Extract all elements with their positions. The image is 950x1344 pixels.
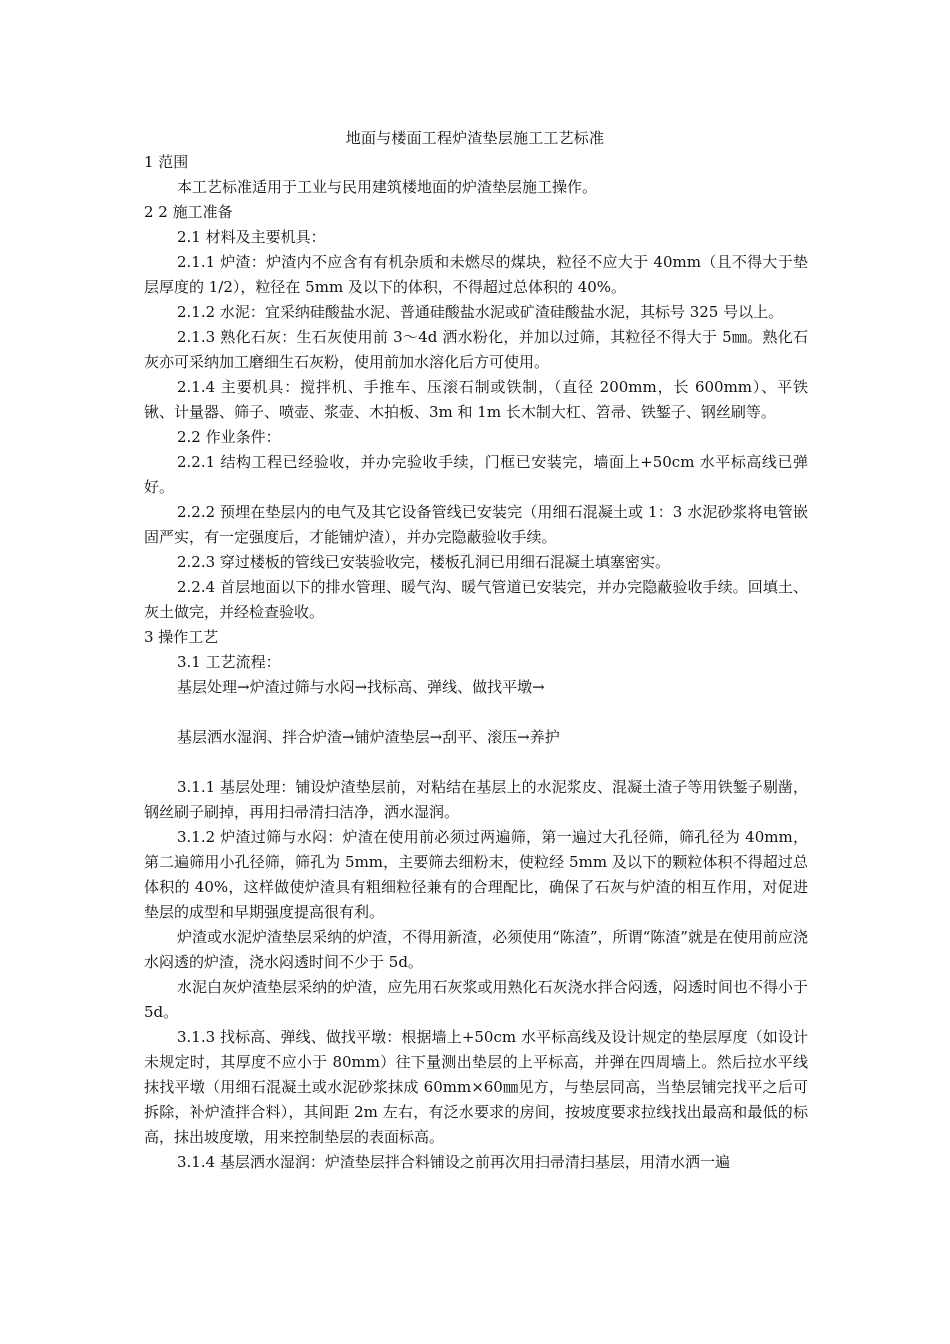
- paragraph: 2.1.3 熟化石灰：生石灰使用前 3～4d 洒水粉化，并加以过筛，其粒径不得大于 5㎜。熟化石灰亦可采纳加工磨细生石灰粉，使用前加水溶化后方可使用。: [144, 328, 808, 371]
- paragraph: 3.1.3 找标高、弹线、做找平墩：根据墙上+50cm 水平标高线及设计规定的垫层厚度（如设计未规定时，其厚度不应小于 80mm）往下量测出垫层的上平标高，并弹在四周墙上。然后拉水平线抹找平墩（用细石混凝土或水泥砂浆抹成 60mm×60㎜见方，与垫层同高，当垫层铺完找平之后可拆除，补炉渣拌合料），其间距 2m 左右，有泛水要求的房间，按坡度要求拉线找出最高和最低的标高，抹出坡度墩，用来控制垫层的表面标高。: [144, 1028, 808, 1146]
- section-heading: 1 范围: [144, 153, 189, 171]
- paragraph: 本工艺标准适用于工业与民用建筑楼地面的炉渣垫层施工操作。: [177, 178, 598, 196]
- paragraph: 基层洒水湿润、拌合炉渣→铺炉渣垫层→刮平、滚压→养护: [177, 728, 560, 746]
- paragraph: 基层处理→炉渣过筛与水闷→找标高、弹线、做找平墩→: [177, 678, 545, 696]
- paragraph: 水泥白灰炉渣垫层采纳的炉渣，应先用石灰浆或用熟化石灰浇水拌合闷透，闷透时间也不得小于 5d。: [144, 978, 808, 1021]
- paragraph: 2.1.2 水泥：宜采纳硅酸盐水泥、普通硅酸盐水泥或矿渣硅酸盐水泥，其标号 325 号以上。: [177, 303, 784, 321]
- document-title: 地面与楼面工程炉渣垫层施工工艺标准: [345, 129, 605, 147]
- paragraph: 2.2 作业条件：: [177, 428, 281, 446]
- blank-line: [144, 700, 808, 725]
- paragraph: 2.1.1 炉渣：炉渣内不应含有有机杂质和未燃尽的煤块，粒径不应大于 40mm（且不得大于垫层厚度的 1/2），粒径在 5mm 及以下的体积，不得超过总体积的 40%。: [144, 253, 808, 296]
- paragraph: 3.1.4 基层洒水湿润：炉渣垫层拌合料铺设之前再次用扫帚清扫基层，用清水洒一遍: [177, 1153, 730, 1171]
- paragraph: 3.1.2 炉渣过筛与水闷：炉渣在使用前必须过两遍筛，第一遍过大孔径筛，筛孔径为 40mm，第二遍筛用小孔径筛，筛孔为 5mm，主要筛去细粉末，使粒经 5mm 及以下的颗粒体积不得超过总体积的 40%，这样做使炉渣具有粗细粒径兼有的合理配比，确保了石灰与炉渣的相互作用，对促进垫层的成型和早期强度提高很有利。: [144, 828, 808, 921]
- blank-line: [144, 750, 808, 775]
- paragraph: 炉渣或水泥炉渣垫层采纳的炉渣，不得用新渣，必须使用“陈渣”，所谓“陈渣”就是在使用前应浇水闷透的炉渣，浇水闷透时间不少于 5d。: [144, 928, 808, 971]
- section-heading: 2 2 施工准备: [144, 203, 233, 221]
- paragraph: 2.2.1 结构工程已经验收，并办完验收手续，门框已安装完，墙面上+50cm 水平标高线已弹好。: [144, 453, 808, 496]
- paragraph: 2.2.2 预埋在垫层内的电气及其它设备管线已安装完（用细石混凝土或 1：3 水泥砂浆将电管嵌固严实，有一定强度后，才能铺炉渣），并办完隐蔽验收手续。: [144, 503, 808, 546]
- document-body: [144, 150, 808, 1175]
- paragraph: 3.1 工艺流程：: [177, 653, 281, 671]
- paragraph: 2.1.4 主要机具：搅拌机、手推车、压滚石制或铁制，（直径 200mm，长 600mm）、平铁锹、计量器、筛子、喷壶、浆壶、木拍板、3m 和 1m 长木制大杠、笤帚、铁錾子、钢丝刷等。: [144, 378, 808, 421]
- paragraph: 2.2.3 穿过楼板的管线已安装验收完，楼板孔洞已用细石混凝土填塞密实。: [177, 553, 670, 571]
- section-heading: 3 操作工艺: [144, 628, 219, 646]
- paragraph: 3.1.1 基层处理：铺设炉渣垫层前，对粘结在基层上的水泥浆皮、混凝土渣子等用铁錾子剔凿，钢丝刷子刷掉，再用扫帚清扫洁净，洒水湿润。: [144, 778, 808, 821]
- paragraph: 2.2.4 首层地面以下的排水管理、暖气沟、暖气管道已安装完，并办完隐蔽验收手续。回填土、灰土做完，并经检查验收。: [144, 578, 808, 621]
- paragraph: 2.1 材料及主要机具：: [177, 228, 326, 246]
